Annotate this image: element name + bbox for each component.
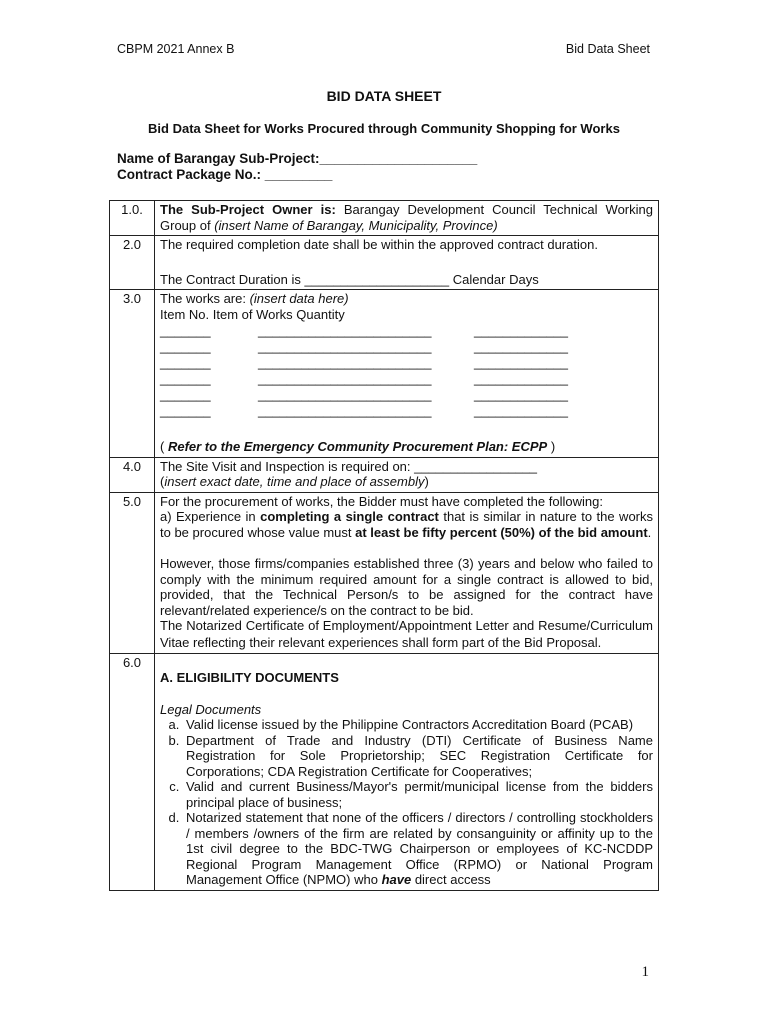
experience-intro: For the procurement of works, the Bidder must have completed the following: — [160, 493, 603, 509]
table-row — [110, 201, 659, 236]
works-blank-row: _______ ________________________ _____________ — [160, 339, 568, 354]
row-number: 2.0 — [110, 236, 155, 290]
row-number: 3.0 — [110, 290, 155, 458]
table-row — [110, 457, 659, 492]
page-subtitle: Bid Data Sheet for Works Procured through Community Shopping for Works — [148, 121, 620, 136]
completion-date-text: The required completion date shall be within the approved contract duration. — [160, 237, 598, 252]
site-visit-note: (insert exact date, time and place of assembly) — [160, 474, 429, 489]
row-content — [155, 492, 659, 654]
works-blank-list — [160, 323, 653, 419]
row-number: 5.0 — [110, 492, 155, 654]
works-blank-row: _______ ________________________ _____________ — [160, 403, 568, 418]
works-blank-row: _______ ________________________ _____________ — [160, 323, 568, 338]
row-content — [155, 290, 659, 458]
row-content — [155, 236, 659, 290]
legal-documents-list — [160, 717, 653, 888]
table-row — [110, 492, 659, 654]
certificate-requirement: The Notarized Certificate of Employment/Appointment Letter and Resume/Curriculum Vitae reflecting their relevant experiences shall form part of the Bid Proposal. — [160, 618, 653, 650]
row-content — [155, 201, 659, 236]
owner-text: Barangay Development Council Technical Working Group of — [160, 202, 653, 233]
works-blank-row: _______ ________________________ _____________ — [160, 387, 568, 402]
list-item: d. Notarized statement that none of the officers / directors / controlling stockholders / members /owners of the firm are related by consanguinity or affinity up to the 1st civil degree to the BDC-TWG Chairperson or employees of KC-NCDDP Regional Program Management Office (RPMO) or National Program Management Office (NPMO) who have direct access — [183, 810, 653, 888]
header-right: Bid Data Sheet — [565, 42, 650, 56]
row-number: 6.0 — [110, 654, 155, 891]
table-row — [110, 290, 659, 458]
owner-label: The Sub-Project Owner is: — [160, 202, 336, 217]
works-blank-row: _______ ________________________ _____________ — [160, 371, 568, 386]
row-number: 1.0. — [110, 201, 155, 236]
experience-requirement: a) Experience in completing a single contract that is similar in nature to the works to be procured whose value must at least be fifty percent (50%) of the bid amount. — [160, 509, 653, 540]
header-left: CBPM 2021 Annex B — [117, 42, 235, 56]
ecpp-reference: ( Refer to the Emergency Community Procurement Plan: ECPP ) — [160, 439, 556, 454]
list-item: a. Valid license issued by the Philippine Contractors Accreditation Board (PCAB) — [183, 717, 653, 733]
new-firms-provision: However, those firms/companies established three (3) years and below who failed to comply with the minimum required amount for a single contract is allowed to bid, provided, that the Technical Person/s to be assigned for the contract have relevant/related experience/s on the contract to be bid. — [160, 556, 653, 618]
site-visit-text: The Site Visit and Inspection is required on: _________________ — [160, 458, 538, 474]
eligibility-heading: A. ELIGIBILITY DOCUMENTS — [160, 670, 339, 685]
row-content — [155, 457, 659, 492]
works-columns: Item No. Item of Works Quantity — [160, 306, 345, 322]
owner-insert-note: (insert Name of Barangay, Municipality, Province) — [214, 217, 498, 233]
page-title: BID DATA SHEET — [326, 88, 442, 104]
contract-duration-text: The Contract Duration is ____________________ Calendar Days — [160, 271, 539, 287]
row-number: 4.0 — [110, 457, 155, 492]
page-number: 1 — [641, 964, 649, 980]
legal-documents-label: Legal Documents — [160, 701, 262, 717]
table-row — [110, 236, 659, 290]
contract-package-field: Contract Package No.: _________ — [117, 167, 333, 182]
works-insert-note: (insert data here) — [249, 291, 349, 306]
list-item: c. Valid and current Business/Mayor's permit/municipal license from the bidders principal place of business; — [183, 779, 653, 810]
subproject-field: Name of Barangay Sub-Project:_____________________ — [117, 151, 478, 166]
works-intro: The works are: — [160, 291, 250, 306]
list-item: b. Department of Trade and Industry (DTI) Certificate of Business Name Registration for Sole Proprietorship; SEC Registration Certificate for Corporations; CDA Registration Certificate for Cooperatives; — [183, 733, 653, 780]
bid-data-table — [109, 200, 659, 891]
row-content — [155, 654, 659, 891]
table-row — [110, 654, 659, 891]
works-blank-row: _______ ________________________ _____________ — [160, 355, 568, 370]
